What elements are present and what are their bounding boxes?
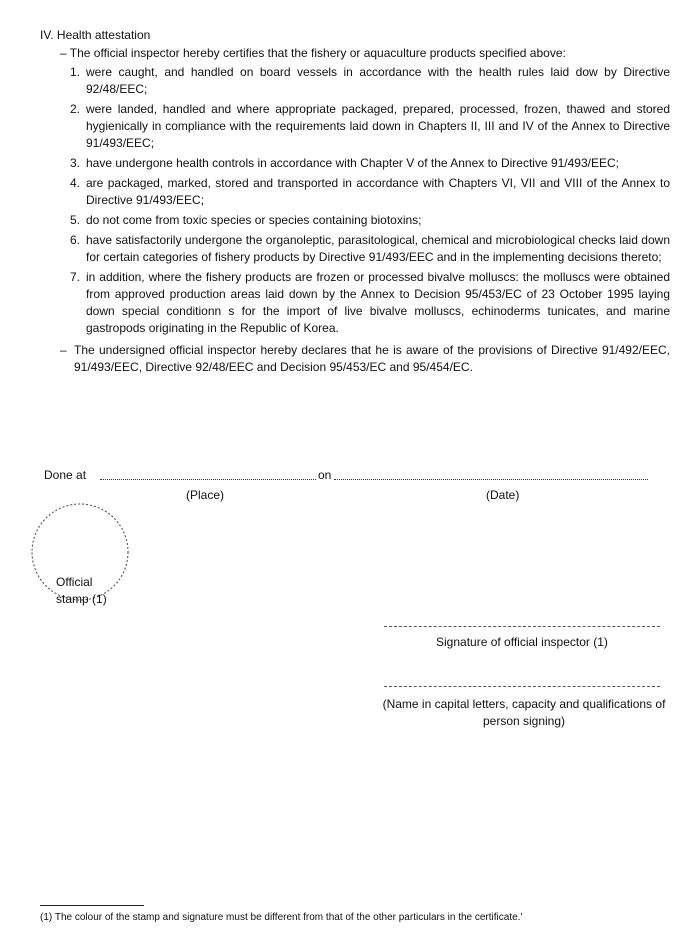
item-number: 5. [70, 213, 81, 227]
declaration-paragraph [60, 342, 670, 376]
footnote-rule [40, 905, 144, 906]
item-number: 1. [70, 65, 81, 79]
footnote-text: The colour of the stamp and signature must be different from that of the other particulars in the certificate.' [54, 912, 523, 923]
section-heading: IV. Health attestation [40, 28, 151, 42]
item-number: 3. [70, 156, 81, 170]
certification-item [70, 232, 670, 266]
signature-footnote-ref: (1) [593, 635, 608, 649]
name-line[interactable] [384, 686, 660, 687]
certification-item [70, 175, 670, 209]
item-number: 7. [70, 270, 81, 284]
declaration-dash: – [60, 343, 67, 357]
stamp-label-word: stamp [56, 592, 89, 606]
footnote-ref: (1) [40, 912, 53, 923]
name-caption: (Name in capital letters, capacity and qualifications of person signing) [382, 697, 666, 728]
certification-item [70, 101, 670, 152]
place-caption: (Place) [186, 488, 225, 502]
item-text: are packaged, marked, stored and transported in accordance with Chapters VI, VII and VIII of the Annex to Directive 91/493/EEC; [86, 176, 670, 207]
stamp-footnote-ref: (1) [92, 592, 107, 606]
item-number: 6. [70, 233, 81, 247]
stamp-label-line1: Official [56, 575, 93, 589]
declaration-text: The undersigned official inspector hereby declares that he is aware of the provisions of Directive 91/492/EEC, 91/493/EEC, Directive 92/48/EEC and Decision 95/453/EC and 95/454/EC. [74, 343, 670, 374]
footnote [40, 912, 680, 923]
on-label: on [318, 468, 332, 482]
certification-item [70, 155, 670, 172]
item-text: were caught, and handled on board vessels in accordance with the health rules laid dow by Directive 92/48/EEC; [86, 65, 670, 96]
item-number: 4. [70, 176, 81, 190]
signature-caption [436, 635, 608, 649]
item-number: 2. [70, 102, 81, 116]
certification-item [70, 212, 670, 229]
date-dotted-field[interactable] [334, 479, 648, 480]
item-text: have satisfactorily undergone the organoleptic, parasitological, chemical and microbiological checks laid down for certain categories of fishery products by Directive 91/493/EEC and in the implementing decisions thereto; [86, 233, 670, 264]
certification-item [70, 64, 670, 98]
item-text: do not come from toxic species or species containing biotoxins; [86, 213, 422, 227]
signature-line[interactable] [384, 626, 660, 627]
place-dotted-field[interactable] [100, 479, 316, 480]
signature-label: Signature of official inspector [436, 635, 590, 649]
item-text: were landed, handled and where appropriate packaged, prepared, processed, frozen, thawed and stored hygienically in compliance with the requirements laid down in Chapters II, III and IV of the Annex to Directive 91/493/EEC; [86, 102, 670, 150]
item-text: have undergone health controls in accordance with Chapter V of the Annex to Directive 91/493/EEC; [86, 156, 619, 170]
date-caption: (Date) [486, 488, 520, 502]
done-at-label: Done at [44, 468, 87, 482]
item-text: in addition, where the fishery products are frozen or processed bivalve molluscs: the molluscs were obtained from approved production areas laid down by the Annex to Decision 95/453/EC of 23 October 1995 laying down special conditionn s for the import of live bivalve molluscs, echinoderms tunicates, and marine gastropods originating in the Republic of Korea. [86, 270, 670, 335]
stamp-label-line2 [56, 592, 107, 606]
intro-statement: – The official inspector hereby certifies that the fishery or aquaculture products specified above: [60, 46, 566, 60]
certification-item [70, 269, 670, 337]
certification-list [70, 64, 670, 340]
